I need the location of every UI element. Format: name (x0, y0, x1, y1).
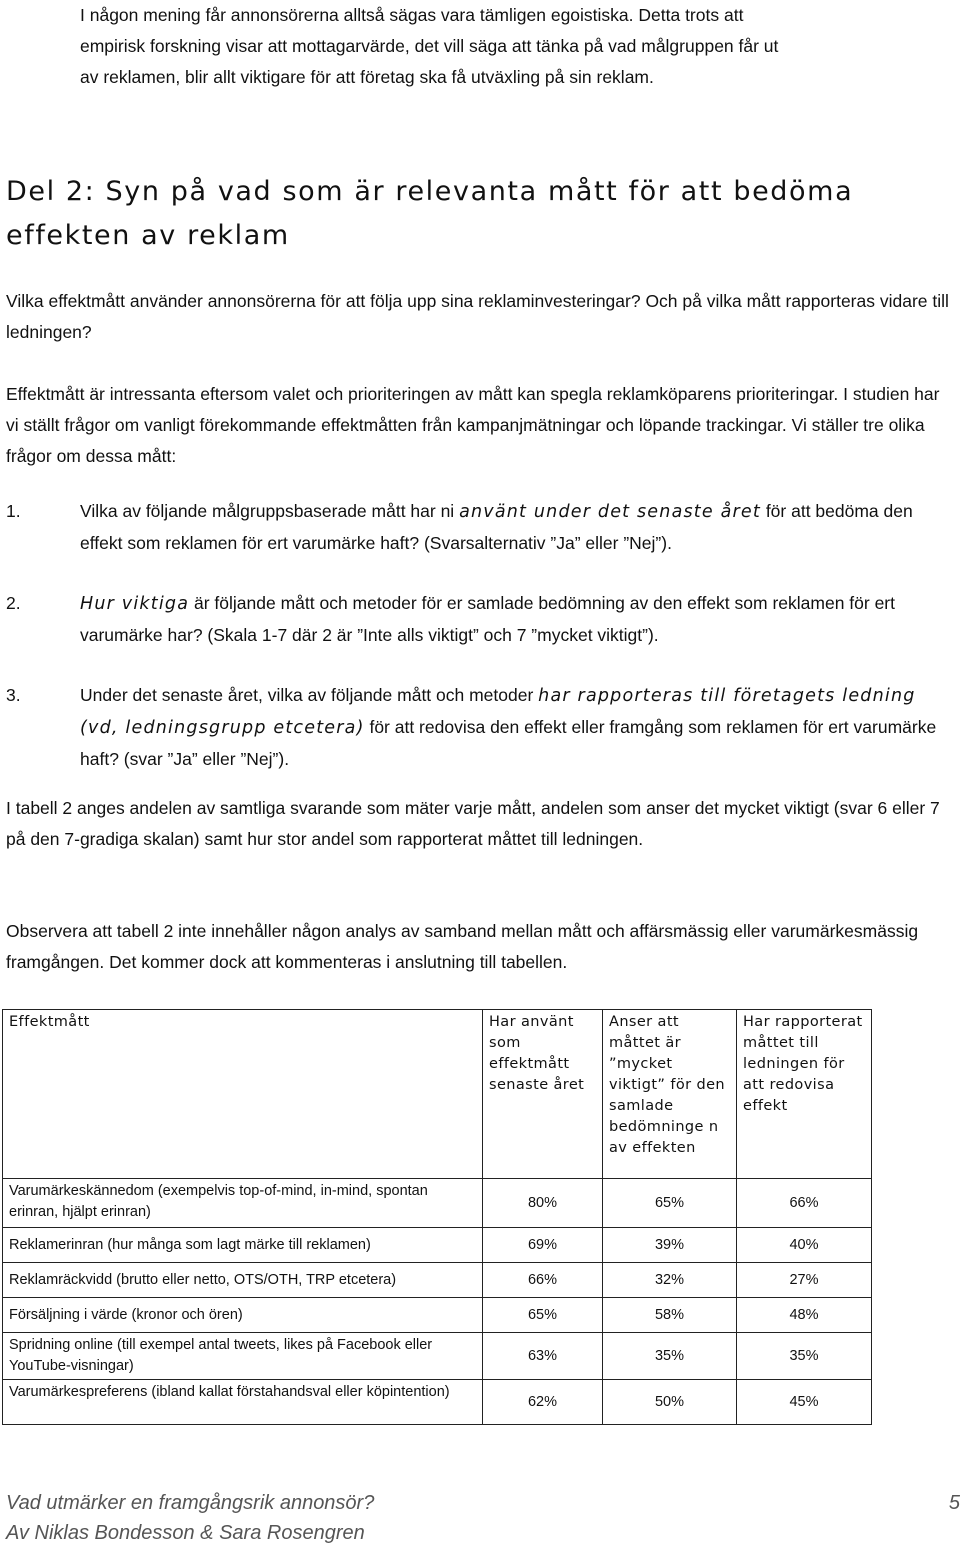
table-cell-measure: Reklamräckvidd (brutto eller netto, OTS/OTH, TRP etcetera) (3, 1263, 483, 1298)
section-heading-line-2: effekten av reklam (6, 220, 290, 251)
table-row (3, 1380, 872, 1425)
table-cell-value: 66% (483, 1263, 603, 1298)
table-cell-value: 66% (737, 1179, 872, 1228)
table-cell-value: 63% (483, 1333, 603, 1380)
table-row (3, 1228, 872, 1263)
table-header-row (3, 1010, 872, 1179)
paragraph-4: Observera att tabell 2 inte innehåller någon analys av samband mellan mått och affärsmässig eller varumärkesmässig framgången. Det kommer dock att kommenteras i anslutning till tabellen. (6, 921, 919, 972)
page-footer (6, 1488, 374, 1548)
question-3-text (80, 680, 950, 775)
question-2-text-after: är följande mått och metoder för er samlade bedömning av den effekt som reklamen för ert varumärke har? (Skala 1-7 där 2 är ”Inte alls viktigt” och 7 ”mycket viktigt”). (80, 593, 895, 645)
table-cell-value: 45% (737, 1380, 872, 1425)
section-heading-line-1: Del 2: Syn på vad som är relevanta mått för att bedöma (6, 176, 854, 207)
intro-paragraph (80, 0, 950, 93)
table-header-cell: Har rapporterat måttet till ledningen för att redovisa effekt (737, 1010, 872, 1179)
table-cell-value: 65% (603, 1179, 737, 1228)
question-2-text (80, 588, 950, 651)
footer-authors: Av Niklas Bondesson & Sara Rosengren (6, 1522, 365, 1544)
table-cell-value: 58% (603, 1298, 737, 1333)
question-1-text (80, 496, 950, 559)
table-cell-value: 80% (483, 1179, 603, 1228)
paragraph-3: I tabell 2 anges andelen av samtliga svarande som mäter varje mått, andelen som anser det mycket viktigt (svar 6 eller 7 på den 7-gradiga skalan) samt hur stor andel som rapporterat måttet till ledningen. (6, 798, 940, 849)
question-1-number: 1. (6, 501, 21, 521)
table-cell-measure: Spridning online (till exempel antal tweets, likes på Facebook eller YouTube-visningar) (3, 1333, 483, 1380)
table-cell-value: 40% (737, 1228, 872, 1263)
table-cell-measure: Reklamerinran (hur många som lagt märke till reklamen) (3, 1228, 483, 1263)
table-cell-value: 39% (603, 1228, 737, 1263)
question-3-number: 3. (6, 685, 21, 705)
table-cell-value: 50% (603, 1380, 737, 1425)
table-cell-value: 35% (603, 1333, 737, 1380)
table-cell-value: 65% (483, 1298, 603, 1333)
table-header-cell: Har använt som effektmått senaste året (483, 1010, 603, 1179)
intro-line-2: empirisk forskning visar att mottagarvärde, det vill säga att tänka på vad målgruppen får ut (80, 36, 779, 56)
section-heading (6, 170, 906, 258)
table-header-cell: Anser att måttet är ”mycket viktigt” för den samlade bedömninge n av effekten (603, 1010, 737, 1179)
paragraph-2: Effektmått är intressanta eftersom valet och prioriteringen av mått kan spegla reklamköparens prioriteringar. I studien har vi ställt frågor om vanligt förekommande effektmåtten från kampanjmätningar och löpande trackingar. Vi ställer tre olika frågor om dessa mått: (6, 384, 940, 466)
table-cell-value: 27% (737, 1263, 872, 1298)
table-cell-value: 35% (737, 1333, 872, 1380)
table-cell-value: 48% (737, 1298, 872, 1333)
question-3-text-before: Under det senaste året, vilka av följande mått och metoder (80, 685, 539, 705)
question-2-emphasis: Hur viktiga (80, 594, 190, 614)
table-cell-measure: Försäljning i värde (kronor och ören) (3, 1298, 483, 1333)
table-row (3, 1263, 872, 1298)
question-3-emphasis: har rapporteras till företagets ledning (vd, ledningsgrupp etcetera) (80, 686, 916, 738)
question-3-text-after: för att redovisa den effekt eller framgång som reklamen för ert varumärke haft? (svar ”Ja” eller ”Nej”). (80, 717, 937, 769)
footer-title: Vad utmärker en framgångsrik annonsör? (6, 1492, 375, 1514)
question-2-number: 2. (6, 593, 21, 613)
table-cell-value: 32% (603, 1263, 737, 1298)
table-row (3, 1298, 872, 1333)
table-row (3, 1179, 872, 1228)
table-cell-value: 62% (483, 1380, 603, 1425)
table-cell-measure: Varumärkeskännedom (exempelvis top-of-mind, in-mind, spontan erinran, hjälpt erinran) (3, 1179, 483, 1228)
table-header-cell: Effektmått (3, 1010, 483, 1179)
results-table (2, 1009, 872, 1425)
table-cell-value: 69% (483, 1228, 603, 1263)
page-number: 5 (948, 1492, 960, 1514)
intro-line-1: I någon mening får annonsörerna alltså sägas vara tämligen egoistiska. Detta trots att (80, 5, 744, 25)
paragraph-1: Vilka effektmått använder annonsörerna för att följa upp sina reklaminvesteringar? Och på vilka mått rapporteras vidare till ledningen? (6, 291, 949, 342)
question-1-text-before: Vilka av följande målgruppsbaserade mått har ni (80, 501, 460, 521)
table-cell-measure: Varumärkespreferens (ibland kallat förstahandsval eller köpintention) (3, 1380, 483, 1425)
question-1-emphasis: använt under det senaste året (459, 502, 761, 522)
table-row (3, 1333, 872, 1380)
intro-line-3: av reklamen, blir allt viktigare för att företag ska få utväxling på sin reklam. (80, 67, 654, 87)
question-1-text-after: för att bedöma den effekt som reklamen för ert varumärke haft? (Svarsalternativ ”Ja” eller ”Nej”). (80, 501, 913, 553)
